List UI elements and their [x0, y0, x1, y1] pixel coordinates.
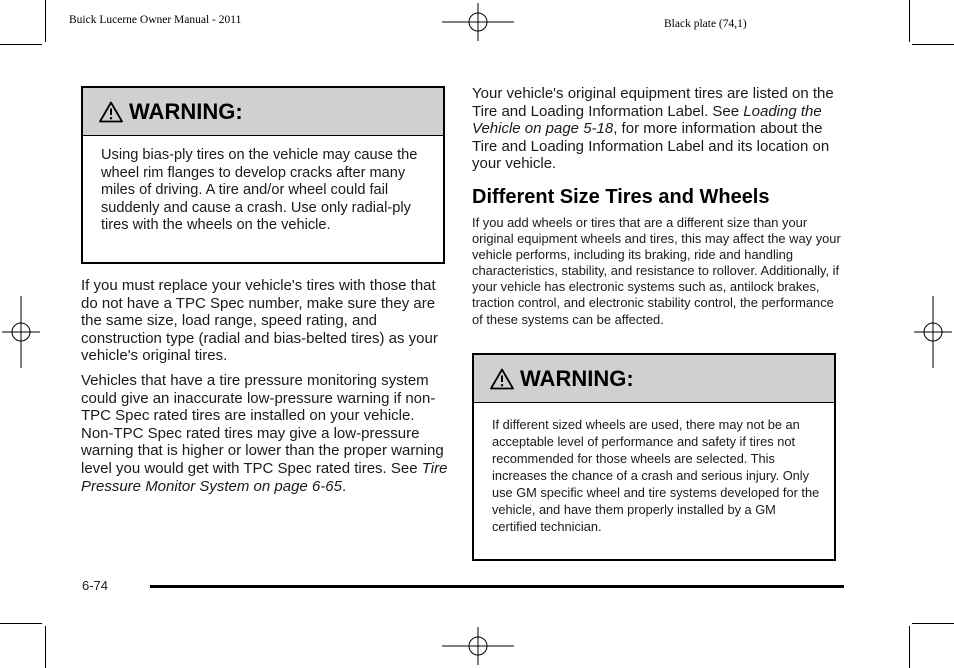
warning-triangle-icon: [490, 368, 514, 390]
section-heading: Different Size Tires and Wheels: [472, 186, 770, 208]
crop-mark: [0, 623, 42, 624]
registration-mark-icon: [2, 296, 40, 368]
manual-title: Buick Lucerne Owner Manual - 2011: [69, 14, 242, 26]
crop-mark: [45, 0, 46, 42]
warning-header: [474, 355, 834, 403]
warning-triangle-icon: [99, 101, 123, 123]
warning-text: If different sized wheels are used, there may not be an acceptable level of performance and safety if tires not recommended for those wheels are selected. This increases the chance of a crash and serious injury. Only use GM specific wheel and tire systems developed for the vehicle, and have them properly installed by a GM certified technician.: [492, 417, 820, 534]
registration-mark-icon: [442, 627, 514, 665]
left-paragraph-1: [81, 277, 449, 365]
right-paragraph-2: [472, 215, 844, 328]
crop-mark: [912, 44, 954, 45]
crop-mark: [912, 623, 954, 624]
crop-mark: [45, 626, 46, 668]
warning-title: WARNING:: [129, 98, 243, 124]
cross-reference-link[interactable]: Tire Pressure Monitor System on page 6-65: [81, 459, 448, 495]
paragraph-text: If you add wheels or tires that are a different size than your original equipment wheels and tires, this may affect the way your vehicle performs, including its braking, ride and handling characteristics, stability, and resistance to rollover. Additionally, if your vehicle has electronic systems such as, antilock brakes, traction control, and electronic stability control, the performance of these systems can be affected.: [472, 215, 841, 327]
warning-title: WARNING:: [520, 365, 634, 391]
paragraph-end: .: [341, 477, 347, 495]
crop-mark: [909, 0, 910, 42]
crop-mark: [0, 44, 42, 45]
right-paragraph-1: [472, 85, 844, 173]
paragraph-text: Vehicles that have a tire pressure monitoring system could give an inaccurate low-pressure warning if non-TPC Spec rated tires are installed on your vehicle. Non-TPC Spec rated tires may give a low-pressure warning that is higher or lower than the proper warning level you would get with TPC Spec rated tires. See: [81, 372, 444, 477]
registration-mark-icon: [442, 3, 514, 41]
paragraph-text: [472, 85, 844, 173]
warning-box: [472, 353, 836, 561]
warning-box: [81, 86, 445, 264]
paragraph-text: Your vehicle's original equipment tires are listed on the Tire and Loading Information Label. See: [472, 85, 834, 120]
page-number: 6-74: [82, 578, 109, 593]
paragraph-text: If you must replace your vehicle's tires with those that do not have a TPC Spec number, make sure they are the same size, load range, speed rating, and construction type (radial and bias-belted tires) as your vehicle's original tires.: [81, 277, 438, 365]
plate-label: Black plate (74,1): [664, 18, 747, 30]
warning-text: Using bias-ply tires on the vehicle may cause the wheel rim flanges to develop cracks after many miles of driving. A tire and/or wheel could fail suddenly and cause a crash. Use only radial-ply tires with the wheels on the vehicle.: [101, 147, 418, 234]
registration-mark-icon: [914, 296, 952, 368]
left-paragraph-2: [81, 372, 449, 495]
cross-reference-link[interactable]: Loading the Vehicle on page 5-18: [472, 102, 822, 138]
warning-header: [83, 88, 443, 136]
paragraph-end: , for more information about the Tire and Loading Information Label and its location on your vehicle.: [472, 120, 830, 173]
crop-mark: [909, 626, 910, 668]
footer-rule: [150, 585, 844, 588]
paragraph-text: [81, 372, 449, 495]
